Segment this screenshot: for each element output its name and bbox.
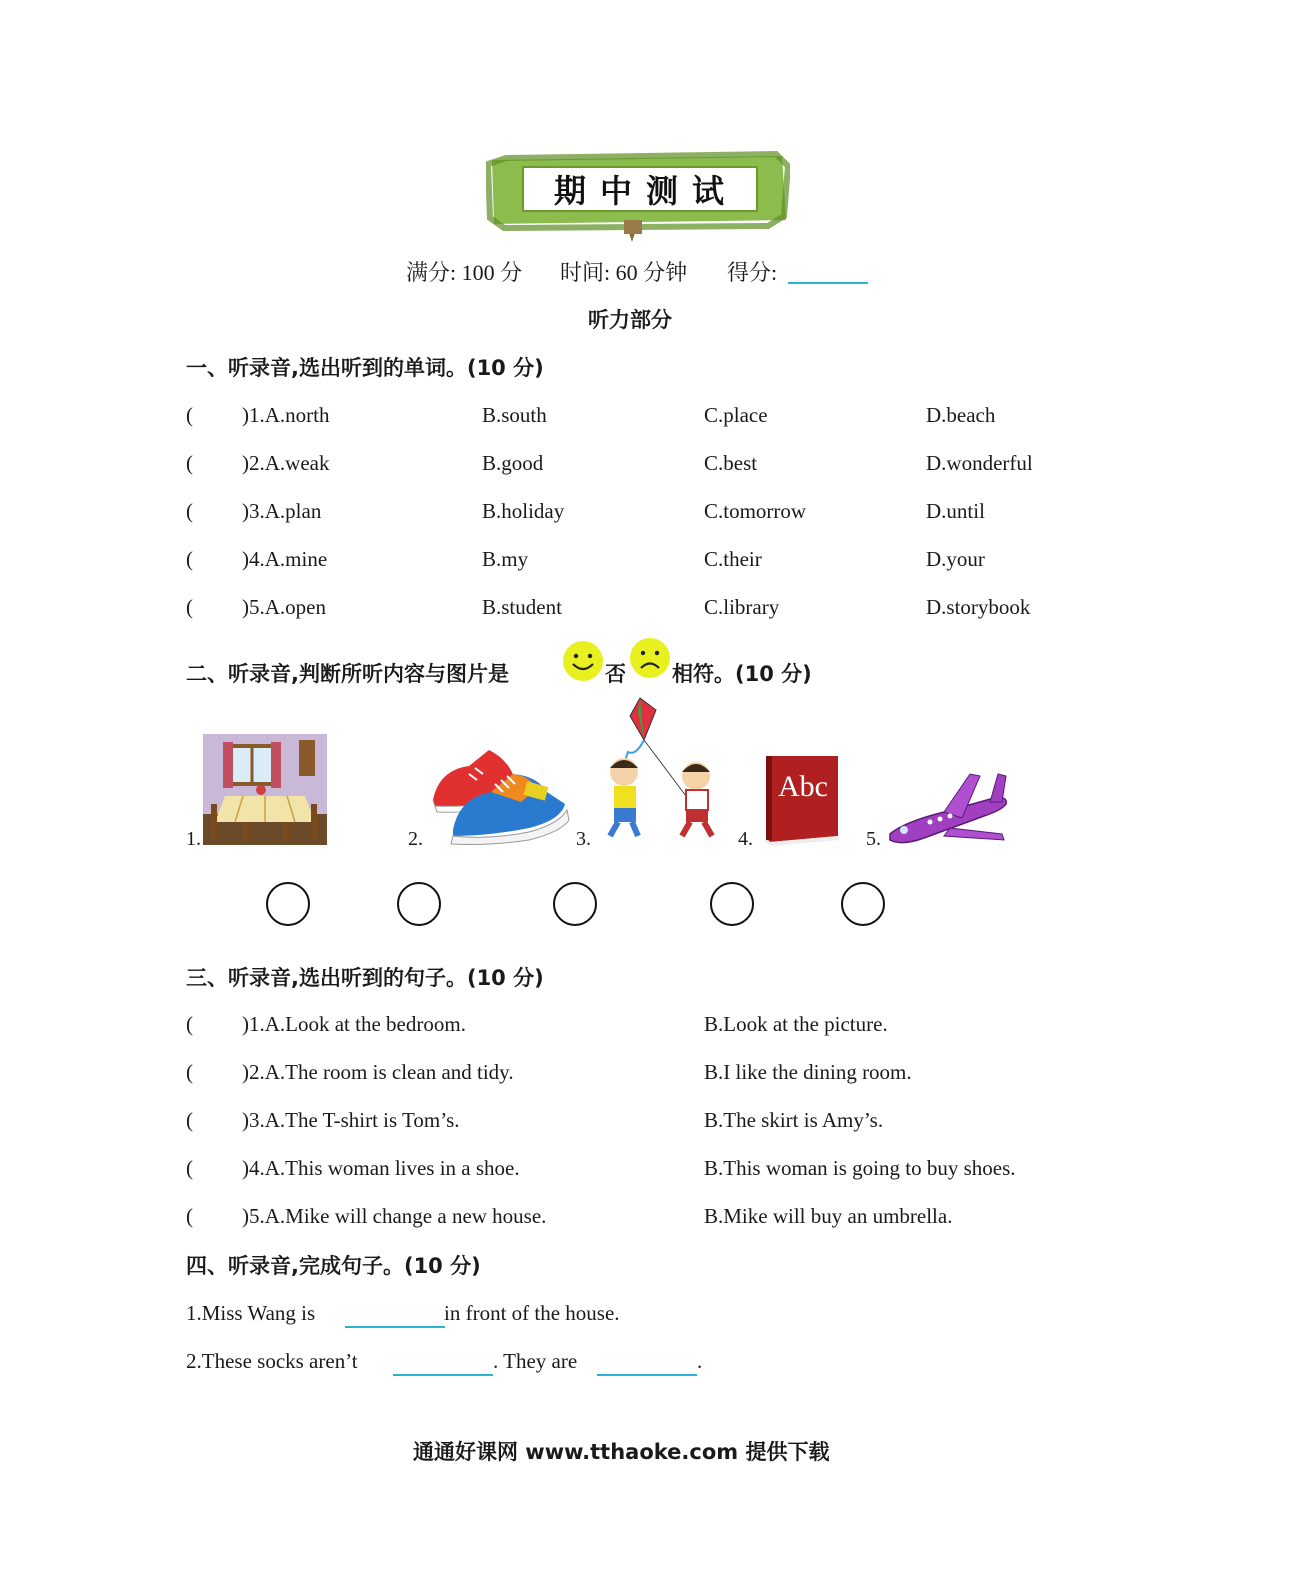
option-c: C.their: [704, 547, 762, 571]
option-d: D.your: [926, 547, 985, 571]
sentence-option-a: )2.A.The room is clean and tidy.: [242, 1060, 514, 1084]
picture-number: 5.: [866, 828, 881, 850]
footer-credit: 通通好课网 www.tthaoke.com 提供下载: [413, 1440, 830, 1464]
section2-title-a: 二、听录音,判断所听内容与图片是: [186, 662, 509, 686]
answer-circle[interactable]: [710, 882, 754, 926]
fill-blank[interactable]: [393, 1350, 493, 1376]
option-d: D.storybook: [926, 595, 1031, 619]
option-b: B.my: [482, 547, 529, 571]
sentence-2-end: .: [697, 1349, 703, 1373]
option-c: C.tomorrow: [704, 499, 807, 523]
sentence-option-b: B.I like the dining room.: [704, 1060, 912, 1084]
kids-flying-kite-picture-icon: [598, 696, 726, 846]
sentence-option-b: B.This woman is going to buy shoes.: [704, 1156, 1016, 1180]
option-c: C.place: [704, 403, 768, 427]
sad-face-icon: [629, 637, 671, 679]
option-a: )4.A.mine: [242, 547, 328, 571]
answer-circle[interactable]: [397, 882, 441, 926]
full-marks: 满分: 100 分: [406, 260, 523, 285]
option-b: B.holiday: [482, 499, 565, 523]
section2-title-b: 否: [605, 662, 626, 686]
listening-heading: 听力部分: [588, 308, 672, 332]
option-a: )2.A.weak: [242, 451, 330, 475]
answer-paren[interactable]: (: [186, 499, 193, 523]
sentence-1-end: in front of the house.: [444, 1301, 620, 1325]
section1-title: 一、听录音,选出听到的单词。(10 分): [186, 356, 544, 380]
answer-paren[interactable]: (: [186, 547, 193, 571]
option-c: C.best: [704, 451, 758, 475]
answer-paren[interactable]: (: [186, 595, 193, 619]
dictionary-book-picture-icon: [760, 752, 844, 846]
option-d: D.beach: [926, 403, 996, 427]
picture-number: 1.: [186, 828, 201, 850]
option-b: B.student: [482, 595, 562, 619]
picture-number: 2.: [408, 828, 423, 850]
answer-paren[interactable]: (: [186, 1204, 193, 1228]
answer-circle[interactable]: [266, 882, 310, 926]
section2-title-c: 相符。(10 分): [672, 662, 812, 686]
book-cover-text: Abc: [778, 770, 828, 803]
option-a: )3.A.plan: [242, 499, 322, 523]
option-b: B.south: [482, 403, 547, 427]
answer-paren[interactable]: (: [186, 1156, 193, 1180]
title-banner: [486, 150, 790, 242]
sentence-option-a: )5.A.Mike will change a new house.: [242, 1204, 547, 1228]
answer-paren[interactable]: (: [186, 1012, 193, 1036]
fill-blank[interactable]: [597, 1350, 697, 1376]
answer-paren[interactable]: (: [186, 1108, 193, 1132]
answer-paren[interactable]: (: [186, 451, 193, 475]
sentence-option-a: )3.A.The T-shirt is Tom’s.: [242, 1108, 460, 1132]
answer-paren[interactable]: (: [186, 403, 193, 427]
sentence-option-b: B.Look at the picture.: [704, 1012, 888, 1036]
option-a: )1.A.north: [242, 403, 330, 427]
section3-title: 三、听录音,选出听到的句子。(10 分): [186, 966, 544, 990]
picture-number: 4.: [738, 828, 753, 850]
page-title: 期中测试: [522, 166, 758, 212]
dining-room-picture-icon: [203, 734, 327, 845]
sentence-option-b: B.The skirt is Amy’s.: [704, 1108, 884, 1132]
score-blank[interactable]: [788, 258, 868, 284]
answer-circle[interactable]: [841, 882, 885, 926]
sentence-1-start: 1.Miss Wang is: [186, 1301, 316, 1325]
time-limit: 时间: 60 分钟: [560, 260, 688, 285]
sneakers-picture-icon: [429, 740, 571, 848]
answer-circle[interactable]: [553, 882, 597, 926]
option-c: C.library: [704, 595, 780, 619]
answer-paren[interactable]: (: [186, 1060, 193, 1084]
option-b: B.good: [482, 451, 544, 475]
smiley-face-icon: [562, 640, 604, 682]
option-a: )5.A.open: [242, 595, 326, 619]
fill-blank[interactable]: [345, 1302, 445, 1328]
picture-number: 3.: [576, 828, 591, 850]
option-d: D.wonderful: [926, 451, 1033, 475]
sentence-option-a: )1.A.Look at the bedroom.: [242, 1012, 466, 1036]
score-label: 得分:: [727, 260, 778, 285]
airplane-picture-icon: [884, 768, 1014, 848]
sentence-option-a: )4.A.This woman lives in a shoe.: [242, 1156, 520, 1180]
sentence-option-b: B.Mike will buy an umbrella.: [704, 1204, 953, 1228]
sentence-2-mid: . They are: [493, 1349, 578, 1373]
option-d: D.until: [926, 499, 985, 523]
sentence-2-start: 2.These socks aren’t: [186, 1349, 358, 1373]
section4-title: 四、听录音,完成句子。(10 分): [186, 1254, 481, 1278]
